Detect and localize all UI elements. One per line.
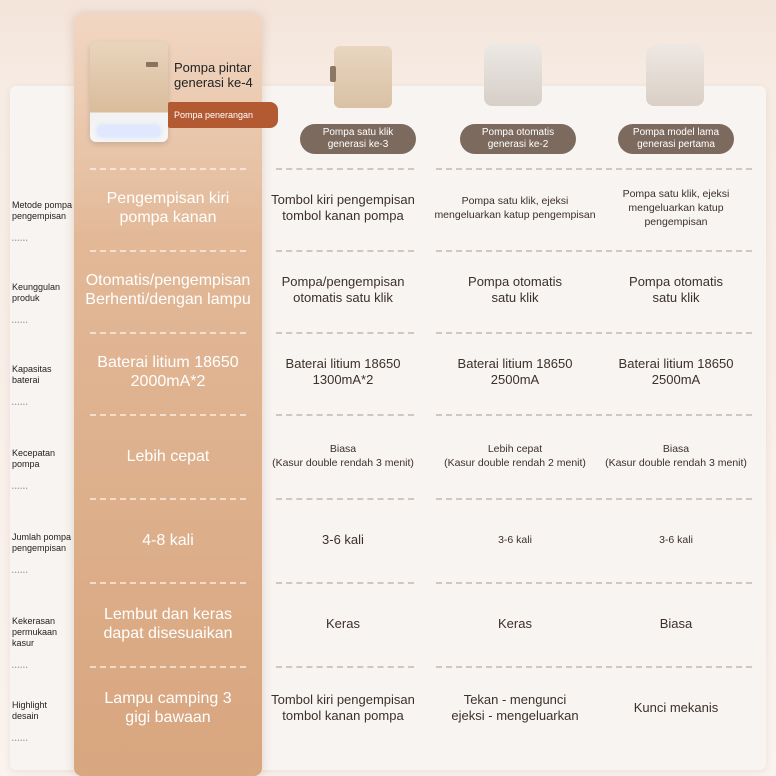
- table-cell-c2: [430, 668, 600, 748]
- table-cell-c3: [598, 500, 754, 580]
- row-label: [12, 200, 78, 247]
- row-label-line: pengempisan: [12, 211, 67, 221]
- table-cell-c1: [264, 584, 422, 664]
- table-cell-c2: [430, 168, 600, 248]
- table-cell-c3: [598, 584, 754, 664]
- row-label-line: baterai: [12, 375, 40, 385]
- cell-text: Keras: [498, 616, 532, 631]
- cell-text: 4-8 kali: [142, 531, 194, 549]
- row-label-dots: ••••••: [12, 665, 29, 671]
- cell-text: Lebih cepat: [487, 443, 543, 455]
- table-cell-c1: [264, 250, 422, 330]
- table-cell-c2: [430, 332, 600, 412]
- pump-light-strip: [98, 126, 160, 136]
- table-cell-featured: [82, 250, 254, 330]
- cell-text: (Kasur double rendah 3 menit): [272, 457, 414, 469]
- row-label-line: pompa: [12, 459, 40, 469]
- row-label-line: Jumlah pompa: [12, 532, 72, 542]
- cell-text: Baterai litium 18650: [618, 356, 734, 371]
- header-divider: [276, 168, 414, 170]
- row-label-dots: ••••••: [12, 570, 29, 576]
- cell-text: satu klik: [491, 290, 539, 305]
- table-cell-c1: [264, 668, 422, 748]
- table-cell-c3: [598, 168, 754, 248]
- table-cell-c2: [430, 250, 600, 330]
- header-divider: [596, 168, 752, 170]
- cell-text: 3-6 kali: [322, 532, 364, 547]
- column-header-line1: Pompa satu klik: [322, 127, 394, 138]
- featured-tag: Pompa penerangan: [168, 102, 278, 128]
- table-cell-c1: [264, 416, 422, 496]
- featured-title-line2: generasi ke-4: [174, 75, 253, 90]
- row-label-line: desain: [12, 711, 39, 721]
- row-label-line: Kekerasan: [12, 616, 56, 626]
- cell-text: otomatis satu klik: [293, 290, 393, 305]
- column-header-line1: Pompa otomatis: [481, 127, 555, 138]
- cell-text: Pompa otomatis: [468, 274, 562, 289]
- cell-text: Lembut dan keras: [103, 606, 233, 623]
- row-label-dots: ••••••: [12, 738, 29, 744]
- table-cell-c3: [598, 416, 754, 496]
- table-cell-featured: [82, 168, 254, 248]
- cell-text: 1300mA*2: [312, 372, 374, 387]
- cell-text: Pompa/pengempisan: [281, 274, 405, 289]
- row-label-line: Kapasitas: [12, 364, 52, 374]
- cell-text: 2500mA: [651, 372, 701, 387]
- cell-text: Kunci mekanis: [633, 700, 719, 715]
- row-label-dots: ••••••: [12, 402, 29, 408]
- featured-product-title: [174, 60, 264, 90]
- table-cell-c2: [430, 500, 600, 580]
- featured-title-line1: Pompa pintar: [174, 60, 252, 75]
- table-cell-c3: [598, 332, 754, 412]
- pump-gen2-image: [484, 44, 542, 106]
- table-cell-featured: [82, 668, 254, 748]
- cell-text: gigi bawaan: [125, 709, 211, 726]
- featured-header-divider: [90, 168, 246, 170]
- pump-gen1-image: [646, 44, 704, 106]
- table-cell-c3: [598, 250, 754, 330]
- row-label: [12, 448, 78, 495]
- row-label-dots: ••••••: [12, 486, 29, 492]
- cell-text: 3-6 kali: [659, 534, 693, 546]
- table-cell-c2: [430, 416, 600, 496]
- row-label-dots: ••••••: [12, 320, 29, 326]
- row-label-line: Highlight: [12, 700, 48, 710]
- cell-text: Baterai litium 18650: [285, 356, 401, 371]
- table-cell-c1: [264, 168, 422, 248]
- cell-text: Tombol kiri pengempisan: [271, 192, 415, 207]
- row-label-line: permukaan kasur: [12, 627, 58, 648]
- column-header-line2: generasi ke-2: [487, 139, 549, 150]
- table-cell-c3: [598, 668, 754, 748]
- cell-text: Biasa: [329, 443, 357, 455]
- cell-text: 2500mA: [490, 372, 540, 387]
- cell-text: Biasa: [662, 443, 690, 455]
- cell-text: 2000mA*2: [130, 373, 206, 390]
- column-header-gen2: [460, 124, 576, 154]
- cell-text: ejeksi - mengeluarkan: [451, 708, 579, 723]
- cell-text: pompa kanan: [119, 209, 217, 226]
- row-label: [12, 364, 78, 411]
- row-label-line: Keunggulan: [12, 282, 61, 292]
- row-label: [12, 282, 78, 329]
- cell-text: satu klik: [652, 290, 700, 305]
- cell-text: (Kasur double rendah 3 menit): [605, 457, 747, 469]
- table-cell-featured: [82, 416, 254, 496]
- row-label: [12, 700, 78, 747]
- table-cell-c2: [430, 584, 600, 664]
- row-label-line: Kecepatan: [12, 448, 56, 458]
- column-header-gen1: [618, 124, 734, 154]
- cell-text: Biasa: [659, 616, 693, 631]
- column-header-line2: generasi pertama: [637, 139, 715, 150]
- cell-text: Lebih cepat: [126, 447, 210, 465]
- cell-text: tombol kanan pompa: [282, 708, 404, 723]
- table-cell-featured: [82, 332, 254, 412]
- column-header-gen3: [300, 124, 416, 154]
- cell-text: Pompa satu klik, ejeksi: [622, 188, 730, 200]
- cell-text: dapat disesuaikan: [103, 625, 233, 642]
- smart-pump-gen4-image: [90, 42, 168, 142]
- pump-display: [146, 62, 158, 67]
- cell-text: Otomatis/pengempisan: [85, 272, 251, 289]
- cell-text: 3-6 kali: [498, 534, 532, 546]
- cell-text: Keras: [326, 616, 360, 631]
- cell-text: Baterai litium 18650: [97, 354, 239, 371]
- cell-text: mengeluarkan katup pengempisan: [434, 209, 596, 221]
- column-header-line2: generasi ke-3: [327, 139, 389, 150]
- cell-text: mengeluarkan katup pengempisan: [628, 202, 724, 228]
- header-divider: [436, 168, 592, 170]
- cell-text: Tekan - mengunci: [463, 692, 567, 707]
- pump-gen3-image: [334, 46, 392, 108]
- column-header-line1: Pompa model lama: [632, 127, 720, 138]
- cell-text: (Kasur double rendah 2 menit): [444, 457, 586, 469]
- cell-text: Baterai litium 18650: [457, 356, 573, 371]
- cell-text: Pompa satu klik, ejeksi: [461, 195, 569, 207]
- cell-text: Berhenti/dengan lampu: [85, 291, 251, 308]
- row-label: [12, 532, 78, 579]
- row-label-line: pengempisan: [12, 543, 67, 553]
- cell-text: Tombol kiri pengempisan: [271, 692, 415, 707]
- cell-text: Pengempisan kiri: [106, 190, 230, 207]
- row-label-dots: ••••••: [12, 238, 29, 244]
- row-label: [12, 616, 78, 674]
- table-cell-featured: [82, 584, 254, 664]
- table-cell-c1: [264, 332, 422, 412]
- table-cell-c1: [264, 500, 422, 580]
- row-label-line: Metode pompa: [12, 200, 73, 210]
- row-label-line: produk: [12, 293, 40, 303]
- cell-text: Pompa otomatis: [629, 274, 723, 289]
- cell-text: tombol kanan pompa: [282, 208, 404, 223]
- table-cell-featured: [82, 500, 254, 580]
- cell-text: Lampu camping 3: [104, 690, 232, 707]
